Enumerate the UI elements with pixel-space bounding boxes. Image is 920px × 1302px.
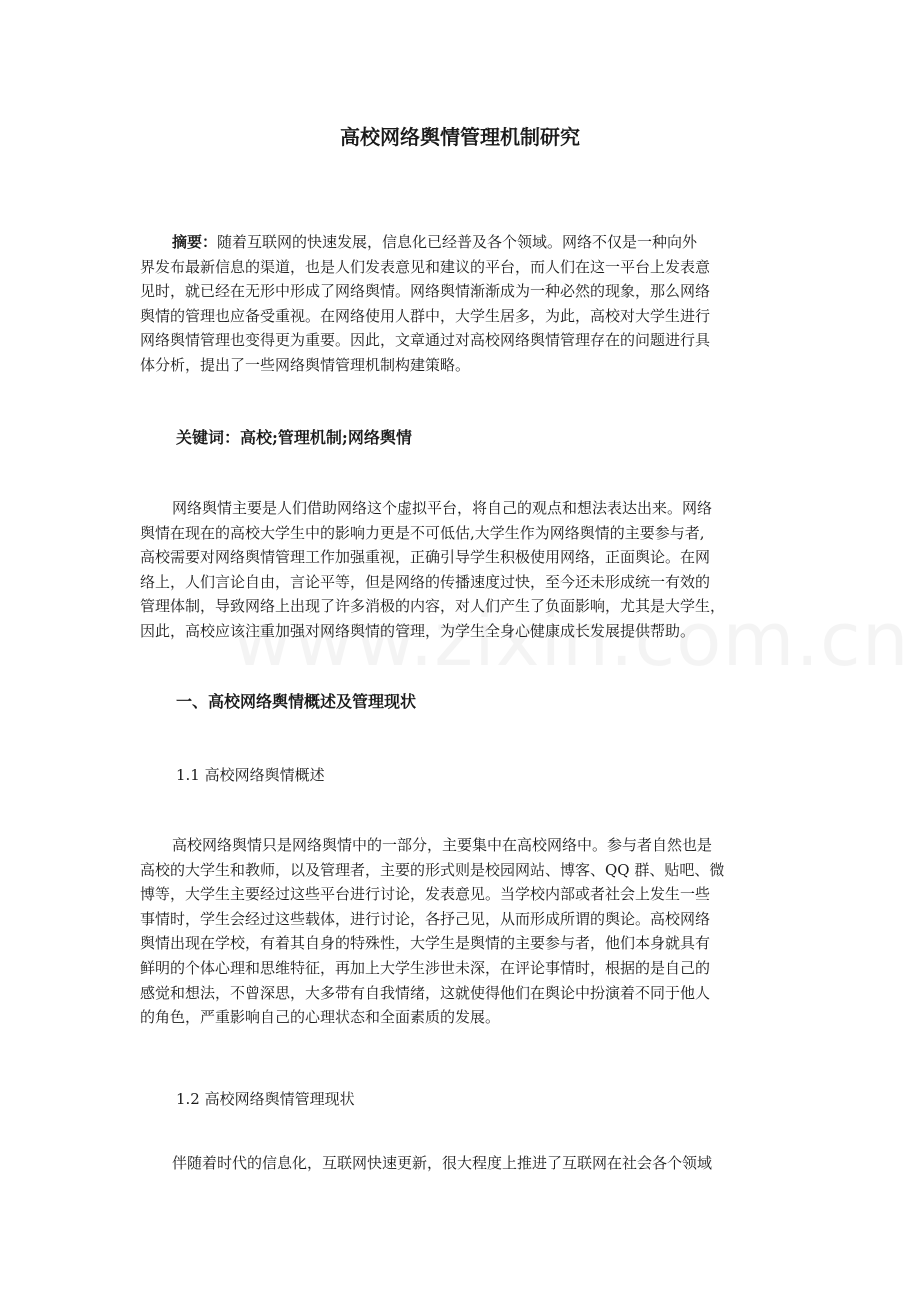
abstract-line: 见时，就已经在无形中形成了网络舆情。网络舆情渐渐成为一种必然的现象，那么网络 [140, 282, 711, 301]
section-heading: 一、高校网络舆情概述及管理现状 [176, 692, 417, 711]
abstract-line [140, 230, 782, 255]
section-1-1-paragraph [140, 833, 782, 1030]
abstract-line: 界发布最新信息的渠道，也是人们发表意见和建议的平台，而人们在这一平台上发表意 [140, 257, 711, 276]
intro-line: 因此，高校应该注重加强对网络舆情的管理，为学生全身心健康成长发展提供帮助。 [140, 621, 696, 640]
keywords-line [176, 426, 412, 450]
keywords-value: 高校;管理机制;网络舆情 [240, 428, 412, 447]
document-title: 高校网络舆情管理机制研究 [340, 125, 580, 149]
intro-paragraph [140, 496, 782, 644]
abstract-line: 体分析，提出了一些网络舆情管理机制构建策略。 [140, 355, 471, 374]
paragraph-line: 伴随着时代的信息化，互联网快速更新，很大程度上推进了互联网在社会各个领域 [172, 1154, 713, 1172]
section-1-2-paragraph [140, 1151, 782, 1176]
intro-line: 络上，人们言论自由，言论平等，但是网络的传播速度过快，至今还未形成统一有效的 [140, 572, 711, 591]
subsection-heading: 1.2 高校网络舆情管理现状 [176, 1090, 355, 1108]
paragraph-line: 高校网络舆情只是网络舆情中的一部分，主要集中在高校网络中。参与者自然也是 [172, 836, 713, 854]
abstract-line: 网络舆情管理也变得更为重要。因此，文章通过对高校网络舆情管理存在的问题进行具 [140, 331, 711, 350]
abstract-line: 舆情的管理也应备受重视。在网络使用人群中，大学生居多，为此，高校对大学生进行 [140, 306, 711, 325]
intro-line: 舆情在现在的高校大学生中的影响力更是不可低估,大学生作为网络舆情的主要参与者, [140, 523, 705, 542]
intro-line: 高校需要对网络舆情管理工作加强重视，正确引导学生积极使用网络，正面舆论。在网 [140, 548, 711, 567]
subsection-heading: 1.1 高校网络舆情概述 [176, 766, 325, 784]
paragraph-line: 感觉和想法，不曾深思，大多带有自我情绪，这就使得他们在舆论中扮演着不同于他人 [140, 983, 711, 1002]
intro-line: 网络舆情主要是人们借助网络这个虚拟平台，将自己的观点和想法表达出来。网络 [172, 499, 713, 517]
paragraph-line: 事情时，学生会经过这些载体，进行讨论，各抒己见，从而形成所谓的舆论。高校网络 [140, 909, 711, 928]
paragraph-line: 舆情出现在学校，有着其自身的特殊性，大学生是舆情的主要参与者，他们本身就具有 [140, 934, 711, 953]
paragraph-line: 高校的大学生和教师，以及管理者，主要的形式则是校园网站、博客、QQ 群、贴吧、微 [140, 860, 725, 879]
abstract-label: 摘要： [172, 233, 218, 251]
abstract-line-text: 随着互联网的快速发展，信息化已经普及各个领域。网络不仅是一种向外 [217, 233, 698, 251]
paragraph-line: 博等，大学生主要经过这些平台进行讨论，发表意见。当学校内部或者社会上发生一些 [140, 885, 711, 904]
abstract-paragraph [140, 230, 782, 378]
intro-line: 管理体制，导致网络上出现了许多消极的内容，对人们产生了负面影响，尤其是大学生， [140, 597, 726, 616]
paragraph-line: 鲜明的个体心理和思维特征，再加上大学生涉世未深，在评论事情时，根据的是自己的 [140, 958, 711, 977]
keywords-label: 关键词： [176, 428, 241, 447]
paragraph-line: 的角色，严重影响自己的心理状态和全面素质的发展。 [140, 1008, 501, 1027]
